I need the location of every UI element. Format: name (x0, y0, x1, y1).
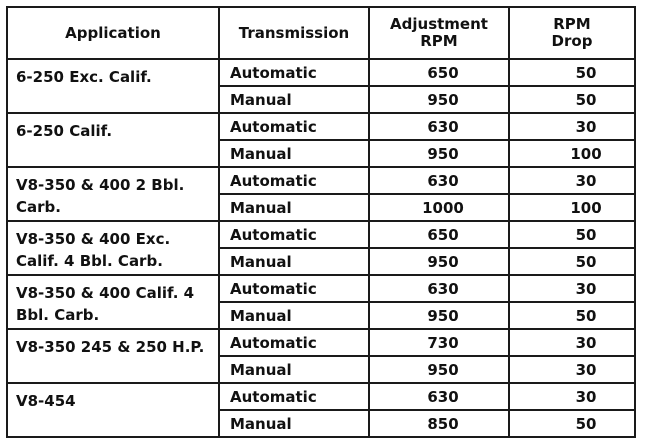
rpm-drop-cell: 30 (509, 356, 635, 383)
adjustment-rpm-cell: 950 (369, 302, 509, 329)
header-drop-line2: Drop (551, 32, 593, 50)
rpm-drop-cell: 30 (509, 167, 635, 194)
adjustment-rpm-cell: 650 (369, 221, 509, 248)
adjustment-rpm-cell: 650 (369, 59, 509, 86)
transmission-cell: Manual (219, 356, 369, 383)
transmission-cell: Automatic (219, 113, 369, 140)
header-application: Application (7, 7, 219, 59)
rpm-drop-cell: 30 (509, 383, 635, 410)
transmission-cell: Manual (219, 86, 369, 113)
adjustment-rpm-cell: 950 (369, 140, 509, 167)
table-row (7, 329, 635, 356)
rpm-drop-cell: 50 (509, 221, 635, 248)
adjustment-rpm-cell: 950 (369, 248, 509, 275)
idle-speed-table (6, 6, 636, 438)
rpm-drop-cell: 50 (509, 59, 635, 86)
table-row (7, 383, 635, 410)
application-cell: V8-350 & 400 Exc. Calif. 4 Bbl. Carb. (7, 221, 219, 275)
transmission-cell: Automatic (219, 329, 369, 356)
header-rpm-drop (509, 7, 635, 59)
adjustment-rpm-cell: 630 (369, 383, 509, 410)
transmission-cell: Manual (219, 410, 369, 437)
rpm-drop-cell: 50 (509, 410, 635, 437)
table-body (7, 59, 635, 437)
application-cell: 6-250 Exc. Calif. (7, 59, 219, 113)
header-transmission: Transmission (219, 7, 369, 59)
rpm-drop-cell: 100 (509, 194, 635, 221)
header-adjustment-line2: RPM (420, 32, 458, 50)
rpm-drop-cell: 50 (509, 302, 635, 329)
transmission-cell: Manual (219, 248, 369, 275)
adjustment-rpm-cell: 730 (369, 329, 509, 356)
header-adjustment-rpm (369, 7, 509, 59)
application-cell: V8-454 (7, 383, 219, 437)
adjustment-rpm-cell: 950 (369, 86, 509, 113)
transmission-cell: Manual (219, 140, 369, 167)
rpm-drop-cell: 30 (509, 275, 635, 302)
transmission-cell: Manual (219, 194, 369, 221)
adjustment-rpm-cell: 950 (369, 356, 509, 383)
adjustment-rpm-cell: 630 (369, 113, 509, 140)
adjustment-rpm-cell: 630 (369, 275, 509, 302)
rpm-drop-cell: 30 (509, 113, 635, 140)
rpm-drop-cell: 30 (509, 329, 635, 356)
idle-speed-table-container (6, 6, 634, 438)
transmission-cell: Manual (219, 302, 369, 329)
application-cell: V8-350 & 400 Calif. 4 Bbl. Carb. (7, 275, 219, 329)
transmission-cell: Automatic (219, 59, 369, 86)
application-cell: 6-250 Calif. (7, 113, 219, 167)
application-cell: V8-350 & 400 2 Bbl. Carb. (7, 167, 219, 221)
transmission-cell: Automatic (219, 221, 369, 248)
table-row (7, 275, 635, 302)
adjustment-rpm-cell: 630 (369, 167, 509, 194)
header-adjustment-line1: Adjustment (390, 15, 488, 33)
transmission-cell: Automatic (219, 275, 369, 302)
header-row (7, 7, 635, 59)
table-row (7, 113, 635, 140)
rpm-drop-cell: 50 (509, 248, 635, 275)
transmission-cell: Automatic (219, 167, 369, 194)
transmission-cell: Automatic (219, 383, 369, 410)
table-header (7, 7, 635, 59)
rpm-drop-cell: 100 (509, 140, 635, 167)
adjustment-rpm-cell: 1000 (369, 194, 509, 221)
rpm-drop-cell: 50 (509, 86, 635, 113)
header-drop-line1: RPM (553, 15, 591, 33)
application-cell: V8-350 245 & 250 H.P. (7, 329, 219, 383)
table-row (7, 167, 635, 194)
table-row (7, 59, 635, 86)
adjustment-rpm-cell: 850 (369, 410, 509, 437)
table-row (7, 221, 635, 248)
